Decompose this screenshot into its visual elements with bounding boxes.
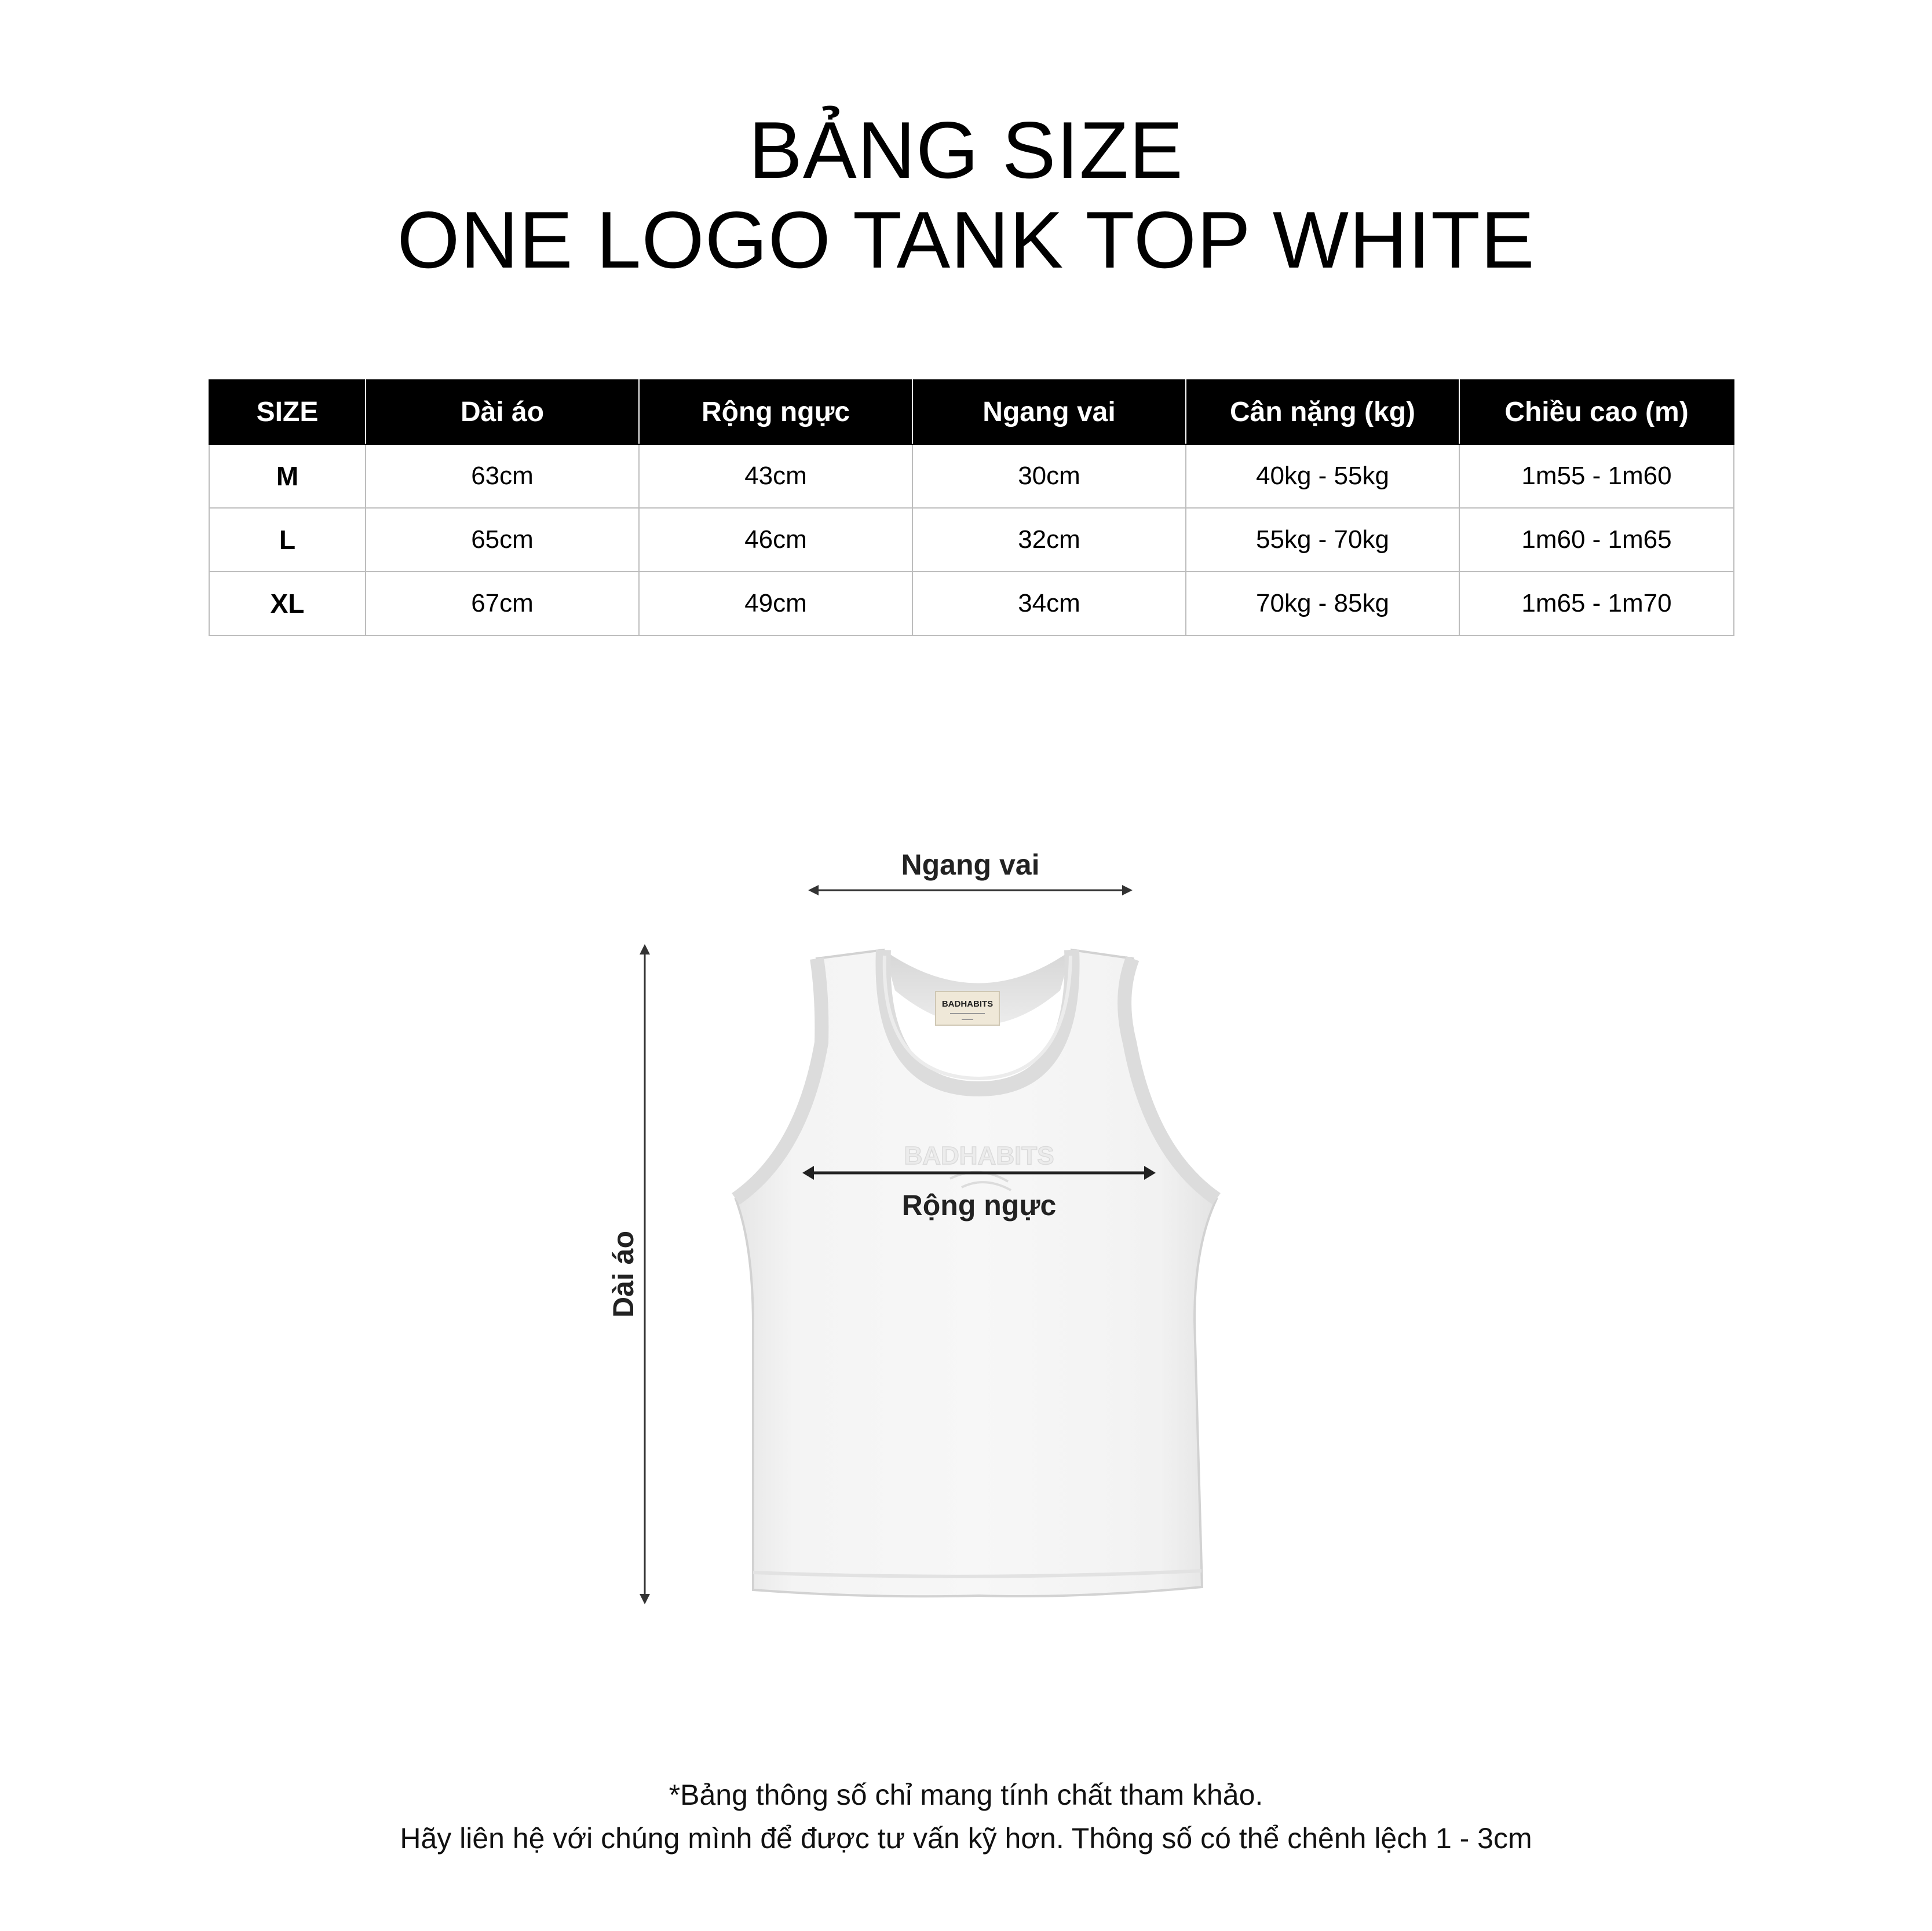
neck-tag [936,992,999,1025]
size-cell: L [209,508,366,572]
chest-print-logo: BADHABITS [904,1142,1054,1170]
shoulder-label: Ngang vai [901,849,1040,881]
height-cell: 1m55 - 1m60 [1459,444,1734,508]
header-chest: Rộng ngực [639,380,912,444]
header-weight: Cân nặng (kg) [1186,380,1459,444]
chest-cell: 46cm [639,508,912,572]
length-measure [607,944,650,1604]
tank-top-illustration [736,950,1217,1596]
chest-cell: 43cm [639,444,912,508]
length-cell: 65cm [366,508,639,572]
shoulder-measure [808,849,1133,895]
product-title: ONE LOGO TANK TOP WHITE [397,195,1535,285]
shoulder-cell: 34cm [912,572,1186,635]
weight-cell: 55kg - 70kg [1186,508,1459,572]
weight-cell: 40kg - 55kg [1186,444,1459,508]
chest-cell: 49cm [639,572,912,635]
size-cell: M [209,444,366,508]
height-cell: 1m60 - 1m65 [1459,508,1734,572]
contact-note: Hãy liên hệ với chúng mình để được tư vấn kỹ hơn. Thông số có thể chênh lệch 1 - 3cm [400,1822,1532,1855]
header-length: Dài áo [366,380,639,444]
tank-top-body [736,950,1217,1596]
weight-cell: 70kg - 85kg [1186,572,1459,635]
length-cell: 63cm [366,444,639,508]
height-cell: 1m65 - 1m70 [1459,572,1734,635]
header-shoulder: Ngang vai [912,380,1186,444]
disclaimer-note: *Bảng thông số chỉ mang tính chất tham khảo. [669,1779,1263,1811]
shoulder-cell: 30cm [912,444,1186,508]
shoulder-cell: 32cm [912,508,1186,572]
length-cell: 67cm [366,572,639,635]
chest-label: Rộng ngực [901,1189,1057,1221]
header-height: Chiều cao (m) [1459,380,1734,444]
neck-tag-text: BADHABITS [941,999,994,1009]
length-label: Dài áo [607,1230,640,1318]
size-cell: XL [209,572,366,635]
header-size: SIZE [209,380,366,444]
page-title: BẢNG SIZE [748,105,1184,195]
